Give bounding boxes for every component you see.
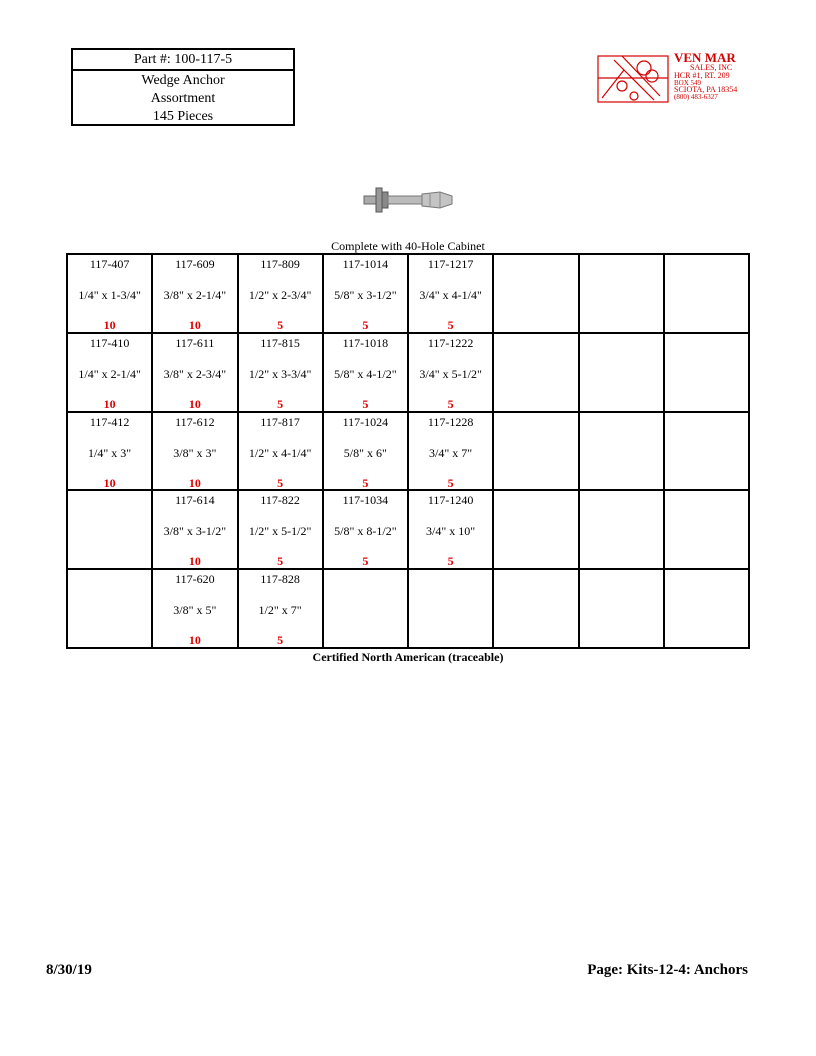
grid-cell bbox=[323, 333, 408, 412]
grid-cell bbox=[152, 333, 237, 412]
part-code: 117-809 bbox=[260, 257, 300, 271]
anchor-size: 1/4" x 3" bbox=[88, 445, 132, 460]
part-code: 117-1217 bbox=[427, 257, 474, 271]
quantity: 5 bbox=[362, 554, 369, 569]
anchor-size: 3/4" x 10" bbox=[426, 524, 476, 539]
part-code: 117-822 bbox=[260, 493, 300, 508]
part-code: 117-815 bbox=[260, 335, 300, 350]
part-code: 117-407 bbox=[89, 257, 130, 271]
anchor-size: 3/8" x 2-3/4" bbox=[163, 366, 227, 381]
quantity: 5 bbox=[277, 318, 284, 332]
quantity: 5 bbox=[447, 318, 454, 332]
grid-cell bbox=[408, 254, 493, 333]
part-desc-line3: 145 Pieces bbox=[152, 109, 214, 124]
grid-cell bbox=[323, 490, 408, 569]
grid-cell bbox=[238, 490, 323, 569]
part-info-box bbox=[71, 48, 295, 126]
anchor-size: 3/8" x 3-1/2" bbox=[163, 524, 227, 539]
anchor-size: 3/4" x 7" bbox=[429, 445, 473, 460]
part-code: 117-611 bbox=[175, 335, 215, 350]
part-code: 117-614 bbox=[175, 493, 215, 508]
anchor-size: 1/4" x 2-1/4" bbox=[78, 366, 141, 381]
cabinet-caption: Complete with 40-Hole Cabinet bbox=[331, 239, 485, 253]
anchor-size: 1/2" x 7" bbox=[258, 603, 302, 618]
grid-cell bbox=[238, 333, 323, 412]
grid-cell bbox=[493, 490, 578, 569]
grid-cell bbox=[67, 254, 152, 333]
quantity: 10 bbox=[103, 396, 116, 411]
logo-line1: SALES, INC bbox=[690, 63, 733, 72]
part-code: 117-620 bbox=[175, 572, 215, 587]
grid-cell bbox=[579, 333, 664, 412]
anchor-size: 3/8" x 5" bbox=[173, 603, 217, 618]
quantity: 5 bbox=[277, 554, 284, 569]
grid-cell bbox=[408, 490, 493, 569]
grid-cell bbox=[238, 254, 323, 333]
certification-caption: Certified North American (traceable) bbox=[312, 650, 504, 664]
grid-cell bbox=[664, 412, 749, 491]
grid-cell bbox=[493, 333, 578, 412]
quantity: 10 bbox=[188, 318, 201, 332]
anchor-size: 3/4" x 5-1/2" bbox=[419, 366, 482, 381]
footer-date: 8/30/19 bbox=[46, 962, 92, 978]
wedge-anchor-icon bbox=[360, 184, 456, 216]
grid-cell bbox=[67, 412, 152, 491]
anchor-size: 5/8" x 6" bbox=[343, 445, 387, 460]
logo-name: VEN MAR bbox=[674, 50, 736, 65]
quantity: 5 bbox=[362, 396, 369, 411]
grid-row bbox=[67, 412, 749, 491]
part-description bbox=[73, 71, 293, 126]
part-code: 117-609 bbox=[175, 257, 215, 271]
grid-cell bbox=[493, 412, 578, 491]
grid-cell bbox=[152, 254, 237, 333]
grid-cell bbox=[664, 569, 749, 648]
anchor-size: 1/2" x 5-1/2" bbox=[248, 524, 312, 539]
quantity: 5 bbox=[447, 475, 454, 490]
grid-cell bbox=[67, 333, 152, 412]
grid-cell bbox=[664, 490, 749, 569]
grid-cell bbox=[493, 569, 578, 648]
part-code: 117-1034 bbox=[342, 493, 389, 508]
grid-cell bbox=[323, 412, 408, 491]
part-desc-line1: Wedge Anchor bbox=[141, 73, 225, 88]
logo-line3: BOX 549 bbox=[674, 79, 702, 87]
part-code: 117-1014 bbox=[342, 257, 389, 271]
quantity: 10 bbox=[188, 633, 201, 648]
grid-cell bbox=[238, 569, 323, 648]
part-number: Part #: 100-117-5 bbox=[73, 50, 293, 71]
grid-cell bbox=[408, 412, 493, 491]
anchor-size: 3/4" x 4-1/4" bbox=[419, 288, 482, 302]
quantity: 5 bbox=[277, 396, 284, 411]
quantity: 5 bbox=[277, 633, 284, 648]
anchor-size: 3/8" x 3" bbox=[173, 445, 217, 460]
anchor-size: 5/8" x 3-1/2" bbox=[334, 288, 397, 302]
footer-page-reference: Page: Kits-12-4: Anchors bbox=[587, 962, 748, 978]
part-code: 117-817 bbox=[260, 414, 300, 429]
quantity: 10 bbox=[103, 318, 116, 332]
quantity: 5 bbox=[277, 475, 284, 490]
anchor-grid bbox=[66, 253, 750, 649]
quantity: 5 bbox=[447, 554, 454, 569]
grid-cell bbox=[152, 569, 237, 648]
company-logo bbox=[594, 50, 764, 106]
anchor-size: 1/2" x 4-1/4" bbox=[248, 445, 312, 460]
grid-cell bbox=[664, 254, 749, 333]
grid-cell bbox=[67, 490, 152, 569]
grid-cell bbox=[579, 412, 664, 491]
part-code: 117-1018 bbox=[342, 335, 389, 350]
logo-line4: SCIOTA, PA 18354 bbox=[674, 85, 738, 94]
part-desc-line2: Assortment bbox=[150, 91, 216, 106]
part-code: 117-1024 bbox=[342, 414, 389, 429]
part-code: 117-1222 bbox=[427, 335, 474, 350]
quantity: 10 bbox=[188, 475, 201, 490]
grid-cell bbox=[579, 254, 664, 333]
part-code: 117-612 bbox=[175, 414, 215, 429]
quantity: 5 bbox=[362, 475, 369, 490]
grid-cell bbox=[323, 569, 408, 648]
grid-cell bbox=[408, 333, 493, 412]
anchor-size: 1/4" x 1-3/4" bbox=[78, 288, 141, 302]
part-code: 117-1228 bbox=[427, 414, 474, 429]
logo-line5: (800) 483-6327 bbox=[674, 93, 718, 101]
grid-cell bbox=[238, 412, 323, 491]
grid-cell bbox=[493, 254, 578, 333]
quantity: 10 bbox=[103, 475, 116, 490]
anchor-size: 5/8" x 8-1/2" bbox=[334, 524, 397, 539]
grid-cell bbox=[664, 333, 749, 412]
quantity: 5 bbox=[447, 396, 454, 411]
part-code: 117-412 bbox=[89, 414, 130, 429]
grid-cell bbox=[408, 569, 493, 648]
grid-cell bbox=[152, 490, 237, 569]
grid-row bbox=[67, 490, 749, 569]
part-code: 117-828 bbox=[260, 572, 300, 587]
anchor-size: 5/8" x 4-1/2" bbox=[334, 366, 397, 381]
grid-cell bbox=[579, 569, 664, 648]
grid-row bbox=[67, 569, 749, 648]
quantity: 10 bbox=[188, 554, 201, 569]
anchor-size: 1/2" x 3-3/4" bbox=[248, 366, 312, 381]
logo-line2: HCR #1, RT. 209 bbox=[674, 71, 730, 80]
anchor-size: 3/8" x 2-1/4" bbox=[163, 288, 227, 302]
grid-cell bbox=[323, 254, 408, 333]
grid-cell bbox=[152, 412, 237, 491]
grid-row bbox=[67, 254, 749, 333]
quantity: 10 bbox=[188, 396, 201, 411]
grid-cell bbox=[579, 490, 664, 569]
part-code: 117-1240 bbox=[427, 493, 474, 508]
grid-row bbox=[67, 333, 749, 412]
part-code: 117-410 bbox=[89, 335, 130, 350]
quantity: 5 bbox=[362, 318, 369, 332]
anchor-size: 1/2" x 2-3/4" bbox=[248, 288, 312, 302]
grid-cell bbox=[67, 569, 152, 648]
